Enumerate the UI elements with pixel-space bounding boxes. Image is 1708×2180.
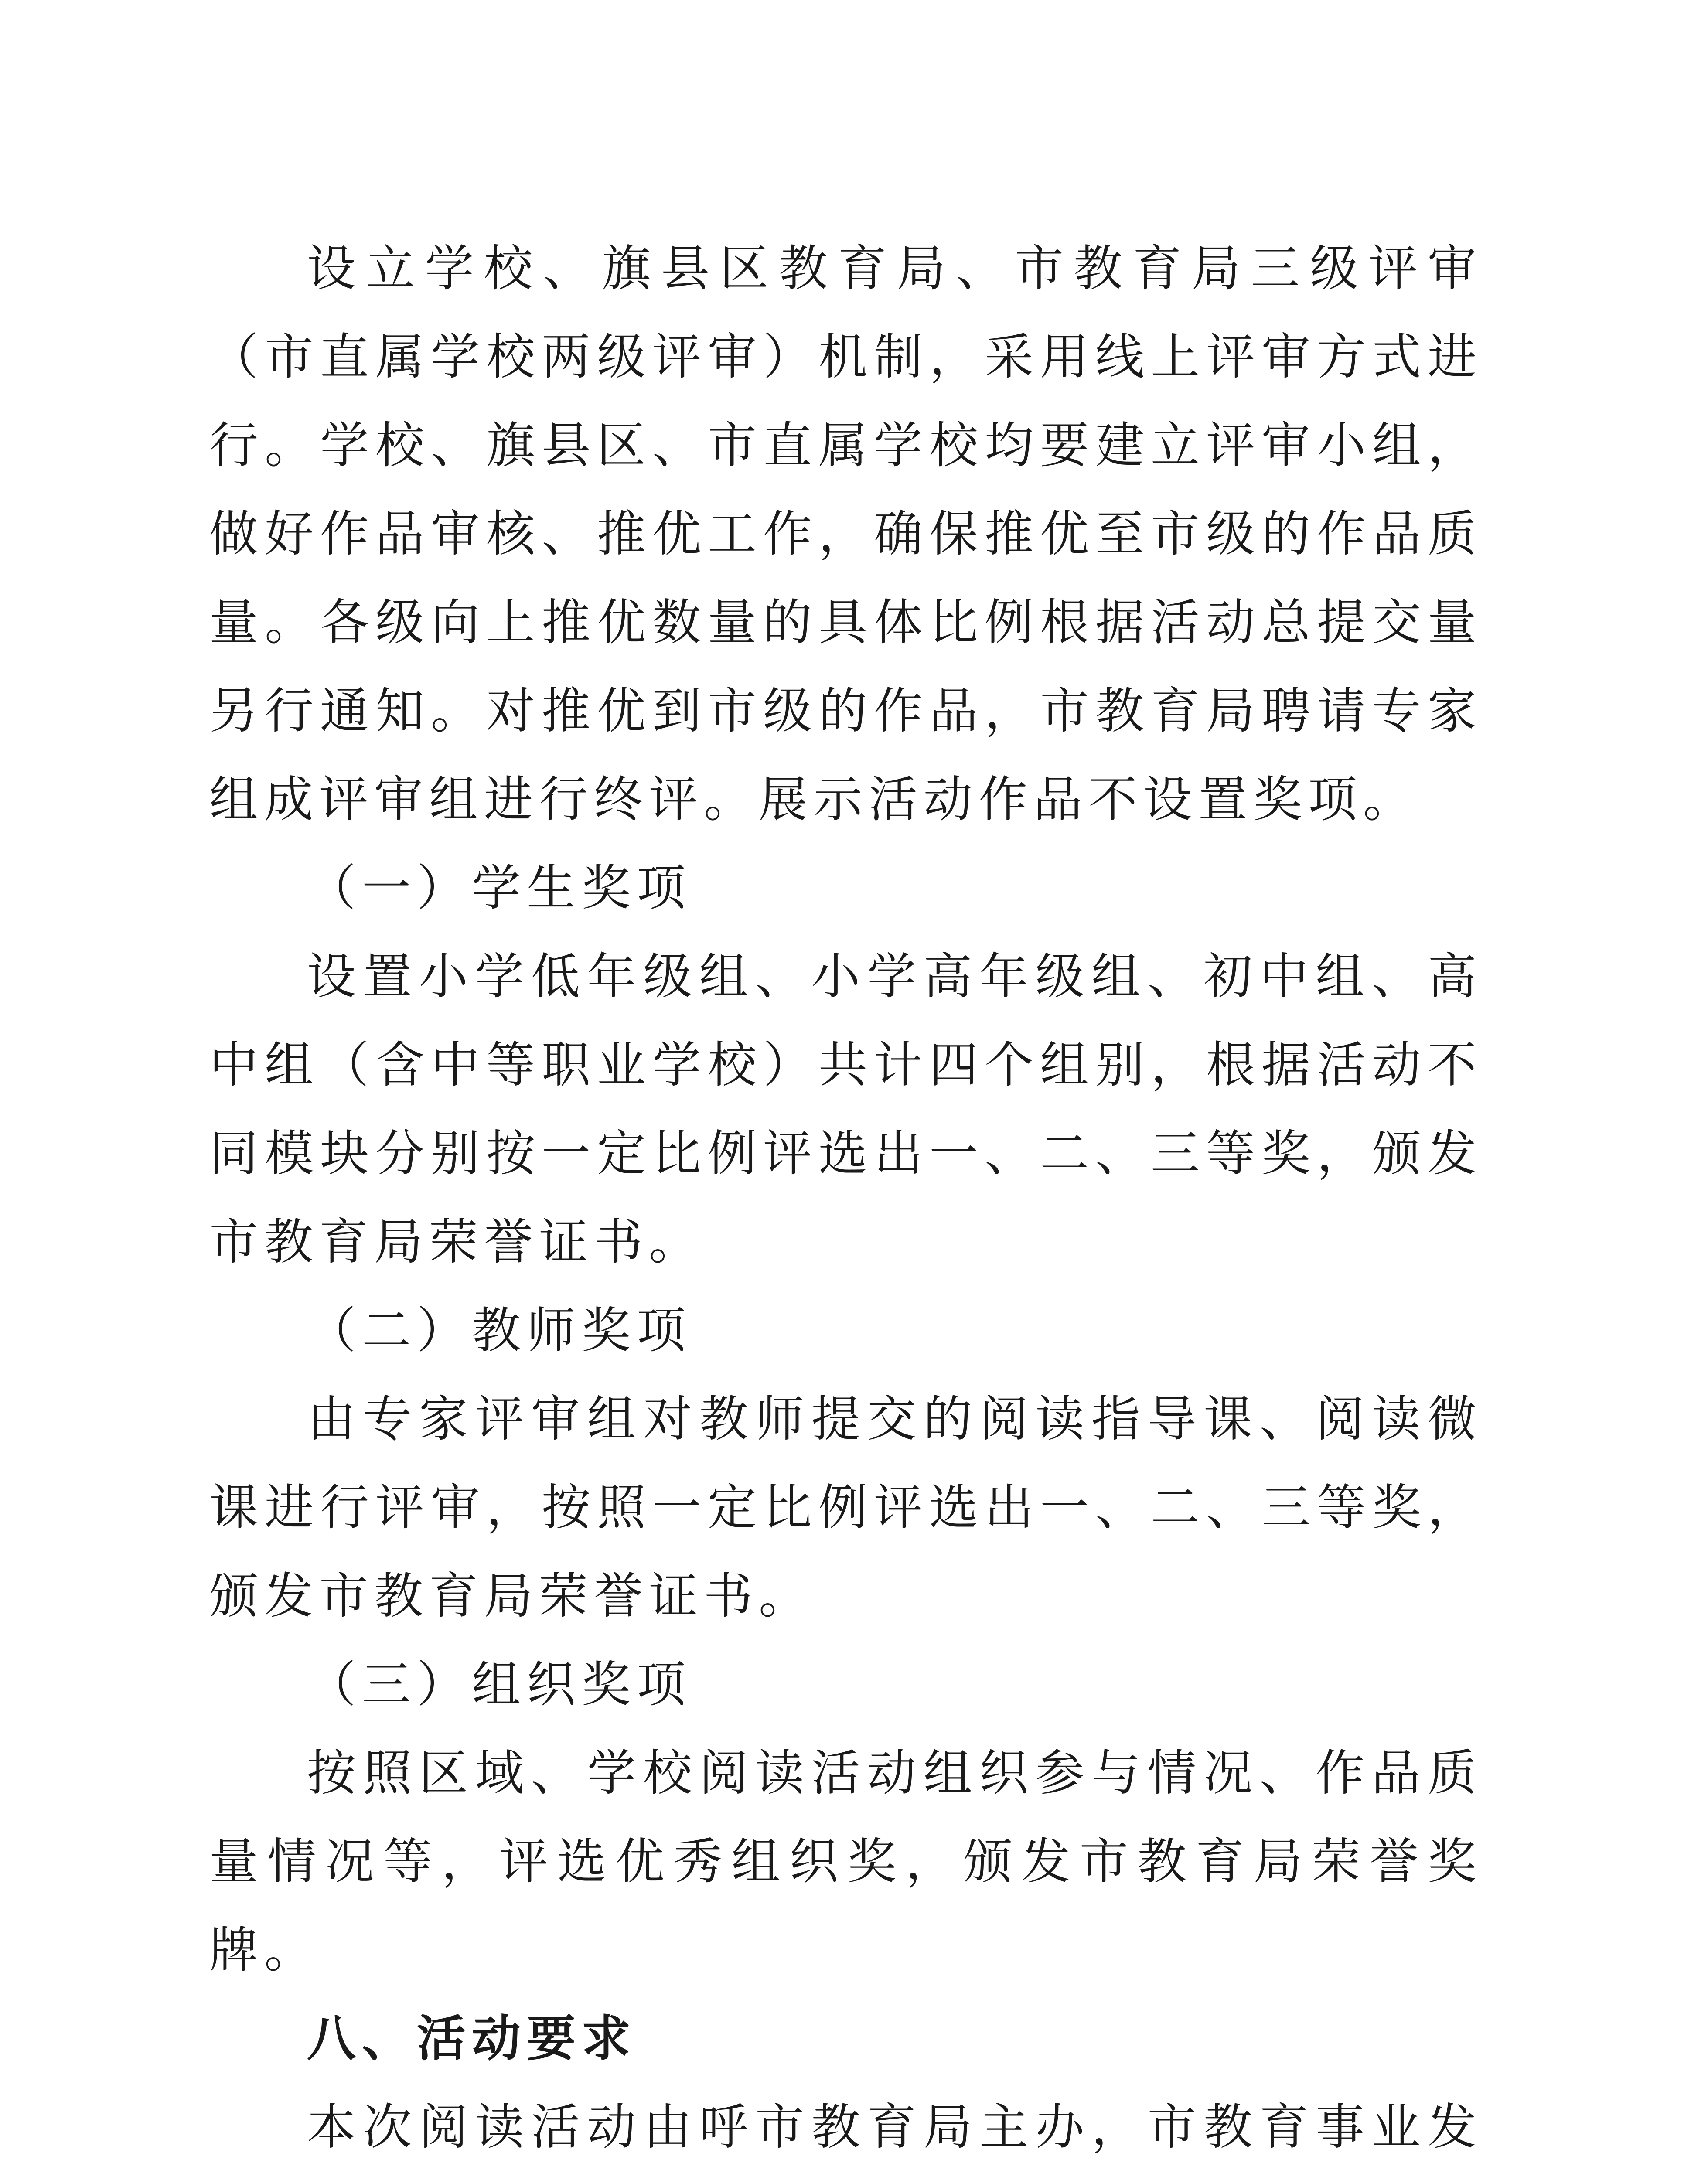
paragraph-organization-awards: 按照区域、学校阅读活动组织参与情况、作品质量情况等，评选优秀组织奖，颁发市教育局荣誉奖牌。	[209, 1745, 1483, 1979]
paragraph-teacher-awards: 由专家评审组对教师提交的阅读指导课、阅读微课进行评审，按照一定比例评选出一、二、三等奖，颁发市教育局荣誉证书。	[209, 1391, 1483, 1625]
subheading-teacher-awards: （二）教师奖项	[307, 1302, 692, 1359]
subheading-organization-awards: （三）组织奖项	[307, 1656, 692, 1713]
paragraph-review-mechanism: 设立学校、旗县区教育局、市教育局三级评审（市直属学校两级评审）机制，采用线上评审方式进行。学校、旗县区、市直属学校均要建立评审小组，做好作品审核、推优工作，确保推优至市级的作品质量。各级向上推优数量的具体比例根据活动总提交量另行通知。对推优到市级的作品，市教育局聘请专家组成评审组进行终评。展示活动作品不设置奖项。	[209, 240, 1483, 828]
subheading-student-awards: （一）学生奖项	[307, 860, 692, 916]
paragraph-student-awards: 设置小学低年级组、小学高年级组、初中组、高中组（含中等职业学校）共计四个组别，根据活动不同模块分别按一定比例评选出一、二、三等奖，颁发市教育局荣誉证书。	[209, 948, 1483, 1271]
section-heading-activity-requirements: 八、活动要求	[307, 2010, 637, 2067]
paragraph-activity-requirements: 本次阅读活动由呼市教育局主办，市教育事业发	[307, 2099, 1483, 2156]
document-body	[209, 225, 1483, 2180]
